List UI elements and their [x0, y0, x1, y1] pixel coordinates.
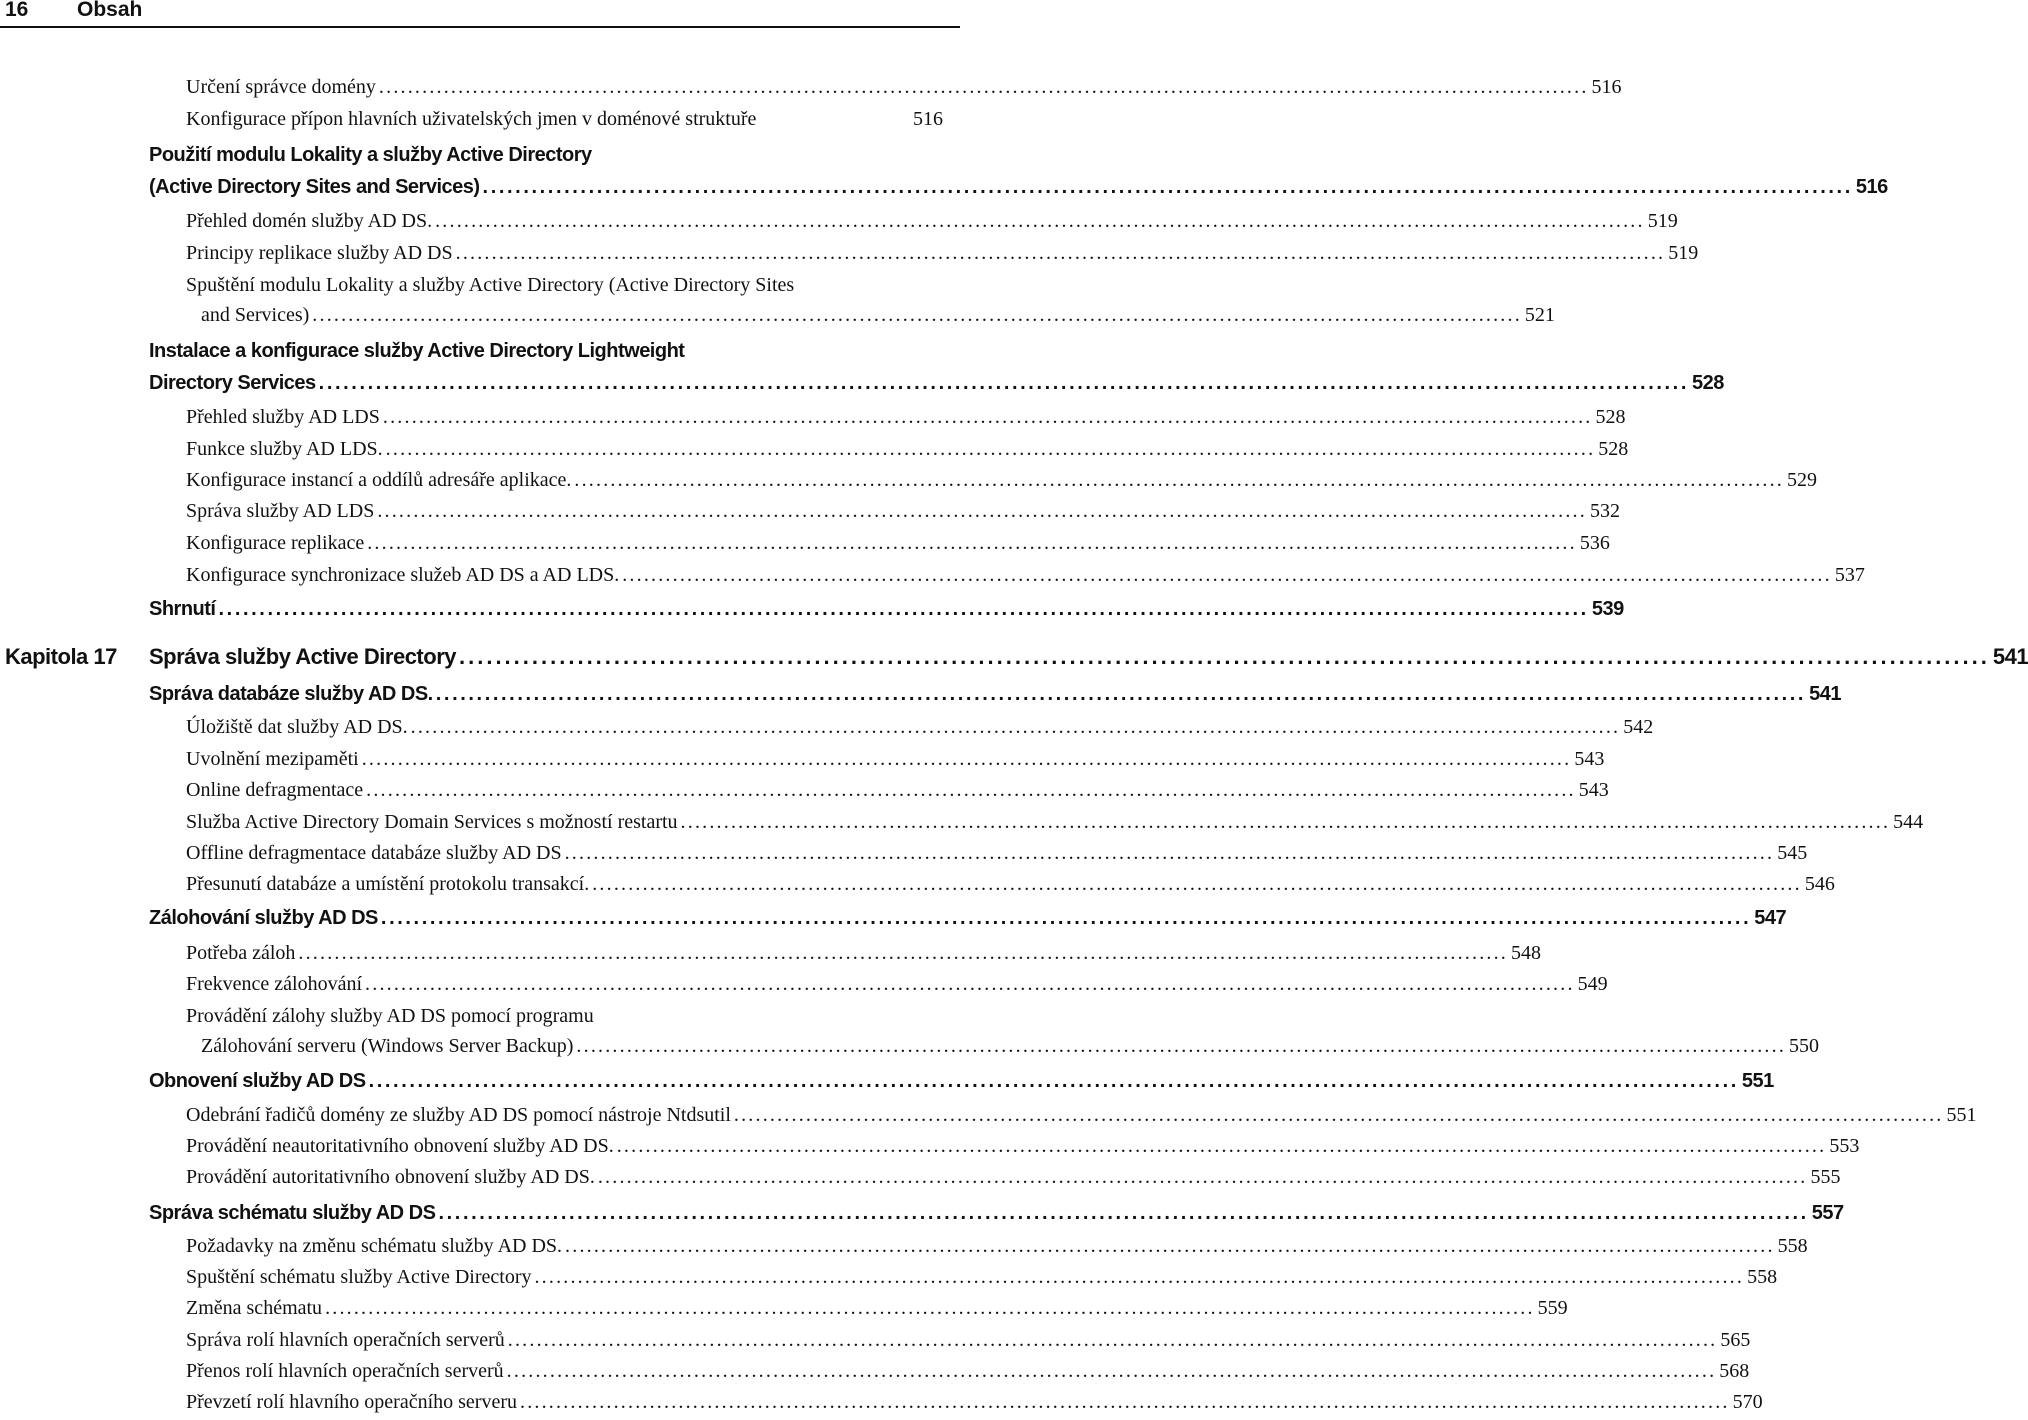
dot-leader: ........................................................................................................................................................................: [385, 438, 1596, 460]
toc-entry: Potřeba záloh ........................................................................................................................................................................ 548: [186, 942, 1542, 964]
dot-leader: ........................................................................................................................................................................: [382, 406, 1593, 428]
toc-entry: Přehled domén služby AD DS. ........................................................................................................................................................................ 519: [186, 210, 1678, 232]
dot-leader: ........................................................................................................................................................................: [298, 942, 1509, 964]
dot-leader: ........................................................................................................................................................................: [410, 716, 1621, 738]
toc-entry: Správa služby AD LDS ........................................................................................................................................................................ 532: [186, 500, 1620, 522]
toc-entry: Správa rolí hlavních operačních serverů ........................................................................................................................................................................ 565: [186, 1329, 1751, 1351]
dot-leader: ........................................................................................................................................................................: [459, 644, 1990, 669]
dot-leader: ........................................................................................................................................................................: [377, 500, 1587, 522]
dot-leader: ........................................................................................................................................................................: [435, 683, 1807, 705]
toc-entry: Funkce služby AD LDS. ........................................................................................................................................................................ 528: [186, 438, 1629, 460]
toc-entry: Principy replikace služby AD DS ........................................................................................................................................................................ 519: [186, 242, 1699, 264]
toc-section-entry: Obnovení služby AD DS ........................................................................................................................................................................ 551: [149, 1070, 1774, 1092]
toc-section-entry: Správa schématu služby AD DS ........................................................................................................................................................................ 557: [149, 1202, 1844, 1224]
toc-section-entry: Shrnutí ........................................................................................................................................................................ 539: [149, 598, 1624, 620]
toc-entry: Přehled služby AD LDS ........................................................................................................................................................................ 528: [186, 406, 1626, 428]
toc-entry: Offline defragmentace databáze služby AD DS ........................................................................................................................................................................ 545: [186, 842, 1808, 864]
toc-entry: Zálohování serveru (Windows Server Backup) ........................................................................................................................................................................ 550: [201, 1035, 1820, 1057]
toc-entry: Určení správce domény ........................................................................................................................................................................ 516: [186, 76, 1622, 98]
toc-entry-line1: Provádění zálohy služby AD DS pomocí programu: [186, 1005, 594, 1027]
toc-section-entry: Directory Services ........................................................................................................................................................................ 528: [149, 372, 1724, 394]
dot-leader: ........................................................................................................................................................................: [576, 1035, 1787, 1057]
dot-leader: ........................................................................................................................................................................: [318, 372, 1689, 394]
dot-leader: ........................................................................................................................................................................: [680, 811, 1891, 833]
toc-entry: Konfigurace replikace ........................................................................................................................................................................ 536: [186, 532, 1610, 554]
toc-entry-line1: Spuštění modulu Lokality a služby Active Directory (Active Directory Sites: [186, 274, 795, 296]
toc-chapter-entry: Správa služby Active Directory ........................................................................................................................................................................ 541: [149, 644, 2028, 669]
toc-section-heading: Použití modulu Lokality a služby Active Directory: [149, 144, 592, 166]
toc-entry: Služba Active Directory Domain Services s možností restartu ........................................................................................................................................................................ 544: [186, 811, 1924, 833]
toc-entry: Online defragmentace ........................................................................................................................................................................ 543: [186, 779, 1609, 801]
dot-leader: ........................................................................................................................................................................: [368, 1070, 1739, 1092]
toc-entry: Provádění autoritativního obnovení služby AD DS. ........................................................................................................................................................................ 555: [186, 1166, 1841, 1188]
toc-entry: and Services) ........................................................................................................................................................................ 521: [201, 304, 1555, 326]
toc-section-entry: Zálohování služby AD DS ........................................................................................................................................................................ 547: [149, 907, 1787, 929]
dot-leader: ........................................................................................................................................................................: [367, 532, 1577, 554]
toc-entry: Uvolnění mezipaměti ........................................................................................................................................................................ 543: [186, 748, 1605, 770]
toc-entry: Konfigurace synchronizace služeb AD DS a AD LDS. ........................................................................................................................................................................ 537: [186, 564, 1865, 586]
dot-leader: ........................................................................................................................................................................: [380, 907, 1752, 929]
dot-leader: ........................................................................................................................................................................: [438, 1202, 1809, 1224]
dot-leader: ........................................................................................................................................................................: [565, 1235, 1775, 1257]
toc-entry: Odebrání řadičů domény ze služby AD DS pomocí nástroje Ntdsutil ........................................................................................................................................................................ 551: [186, 1104, 1977, 1126]
dot-leader: ........................................................................................................................................................................: [506, 1360, 1717, 1382]
dot-leader: ........................................................................................................................................................................: [733, 1104, 1944, 1126]
dot-leader: ........................................................................................................................................................................: [574, 469, 1784, 491]
dot-leader: ........................................................................................................................................................................: [520, 1391, 1730, 1413]
toc-entry: Změna schématu ........................................................................................................................................................................ 559: [186, 1297, 1568, 1319]
toc-entry: Přesunutí databáze a umístění protokolu transakcí. ........................................................................................................................................................................ 546: [186, 873, 1835, 895]
dot-leader: ........................................................................................................................................................................: [482, 176, 1853, 198]
dot-leader: ........................................................................................................................................................................: [325, 1297, 1535, 1319]
toc-section-heading: Instalace a konfigurace služby Active Directory Lightweight: [149, 340, 685, 362]
page-number: 16: [5, 0, 29, 21]
page-header: [0, 0, 960, 30]
toc-entry: Požadavky na změnu schématu služby AD DS. ........................................................................................................................................................................ 558: [186, 1235, 1808, 1257]
dot-leader: ........................................................................................................................................................................: [455, 242, 1666, 264]
toc-section-entry: Správa databáze služby AD DS. ........................................................................................................................................................................ 541: [149, 683, 1841, 705]
dot-leader: ........................................................................................................................................................................: [435, 210, 1645, 232]
header-rule: [0, 26, 960, 28]
chapter-label: Kapitola 17: [5, 644, 117, 669]
dot-leader: ........................................................................................................................................................................: [361, 748, 1572, 770]
dot-leader: ........................................................................................................................................................................: [365, 973, 1575, 995]
dot-leader: ........................................................................................................................................................................: [366, 779, 1576, 801]
dot-leader: ........................................................................................................................................................................: [622, 564, 1832, 586]
dot-leader: ........................................................................................................................................................................: [218, 598, 1589, 620]
dot-leader: ........................................................................................................................................................................: [312, 304, 1522, 326]
toc-entry: Spuštění schématu služby Active Directory ........................................................................................................................................................................ 558: [186, 1266, 1778, 1288]
running-title: Obsah: [77, 0, 143, 21]
toc-entry: Konfigurace přípon hlavních uživatelských jmen v doménové struktuře 516: [186, 108, 943, 130]
toc-entry: Přenos rolí hlavních operačních serverů ........................................................................................................................................................................ 568: [186, 1360, 1750, 1382]
dot-leader: ........................................................................................................................................................................: [378, 76, 1589, 98]
dot-leader: ........................................................................................................................................................................: [592, 873, 1802, 895]
toc-entry: Frekvence zálohování ........................................................................................................................................................................ 549: [186, 973, 1608, 995]
dot-leader: ........................................................................................................................................................................: [564, 842, 1775, 864]
dot-leader: ........................................................................................................................................................................: [597, 1166, 1808, 1188]
dot-leader: ........................................................................................................................................................................: [616, 1135, 1827, 1157]
toc-entry: Konfigurace instancí a oddílů adresáře aplikace. ........................................................................................................................................................................ 529: [186, 469, 1817, 491]
toc-section-entry: (Active Directory Sites and Services) ........................................................................................................................................................................ 516: [149, 176, 1888, 198]
toc-entry: Provádění neautoritativního obnovení služby AD DS. ........................................................................................................................................................................ 553: [186, 1135, 1860, 1157]
dot-leader: ........................................................................................................................................................................: [534, 1266, 1745, 1288]
toc-entry: Úložiště dat služby AD DS. ........................................................................................................................................................................ 542: [186, 716, 1654, 738]
dot-leader: ........................................................................................................................................................................: [507, 1329, 1718, 1351]
toc-entry: Převzetí rolí hlavního operačního serveru ........................................................................................................................................................................ 570: [186, 1391, 1763, 1413]
